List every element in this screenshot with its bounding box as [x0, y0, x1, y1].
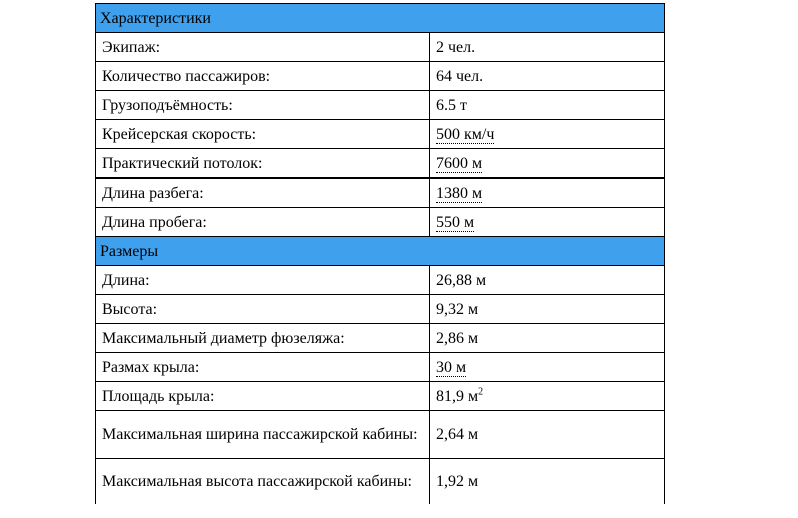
table-row [96, 62, 665, 91]
table-row [96, 91, 665, 120]
row-value: 2,86 м [430, 324, 665, 353]
section-title: Размеры [96, 237, 665, 266]
row-label: Максимальная высота пассажирской кабины: [96, 459, 430, 505]
row-label: Максимальная ширина пассажирской кабины: [96, 411, 430, 459]
row-label: Экипаж: [96, 33, 430, 62]
table-row [96, 149, 665, 179]
row-value: 2 чел. [430, 33, 665, 62]
row-value: 1,92 м [430, 459, 665, 505]
row-value [430, 353, 665, 382]
section-header-characteristics [96, 4, 665, 33]
row-label: Крейсерская скорость: [96, 120, 430, 149]
row-label: Размах крыла: [96, 353, 430, 382]
section-title: Характеристики [96, 4, 665, 33]
row-label: Количество пассажиров: [96, 62, 430, 91]
row-value: 64 чел. [430, 62, 665, 91]
table-row [96, 208, 665, 237]
specs-table [95, 3, 665, 504]
row-label: Длина: [96, 266, 430, 295]
row-value [430, 208, 665, 237]
row-value [430, 178, 665, 208]
table-row [96, 33, 665, 62]
table-row [96, 382, 665, 411]
row-value-text: 500 км/ч [436, 125, 495, 143]
table-row [96, 120, 665, 149]
table-row [96, 324, 665, 353]
row-label: Грузоподъёмность: [96, 91, 430, 120]
row-value: 9,32 м [430, 295, 665, 324]
row-label: Практический потолок: [96, 149, 430, 179]
table-row [96, 295, 665, 324]
row-label: Длина пробега: [96, 208, 430, 237]
row-value [430, 382, 665, 411]
table-row [96, 353, 665, 382]
row-label: Максимальный диаметр фюзеляжа: [96, 324, 430, 353]
row-value-text: 1380 м [436, 184, 483, 202]
row-value-text: 81,9 м [436, 387, 479, 405]
row-value: 2,64 м [430, 411, 665, 459]
row-value-text: 30 м [436, 358, 467, 376]
table-row [96, 266, 665, 295]
row-label: Площадь крыла: [96, 382, 430, 411]
row-label: Длина разбега: [96, 178, 430, 208]
table-row [96, 178, 665, 208]
table-row [96, 459, 665, 505]
table-row [96, 411, 665, 459]
row-value-text: 550 м [436, 213, 475, 231]
section-header-dimensions [96, 237, 665, 266]
row-value-text: 7600 м [436, 154, 483, 172]
row-value [430, 149, 665, 179]
superscript: 2 [478, 386, 484, 398]
row-value: 26,88 м [430, 266, 665, 295]
row-value [430, 120, 665, 149]
row-label: Высота: [96, 295, 430, 324]
row-value: 6.5 т [430, 91, 665, 120]
